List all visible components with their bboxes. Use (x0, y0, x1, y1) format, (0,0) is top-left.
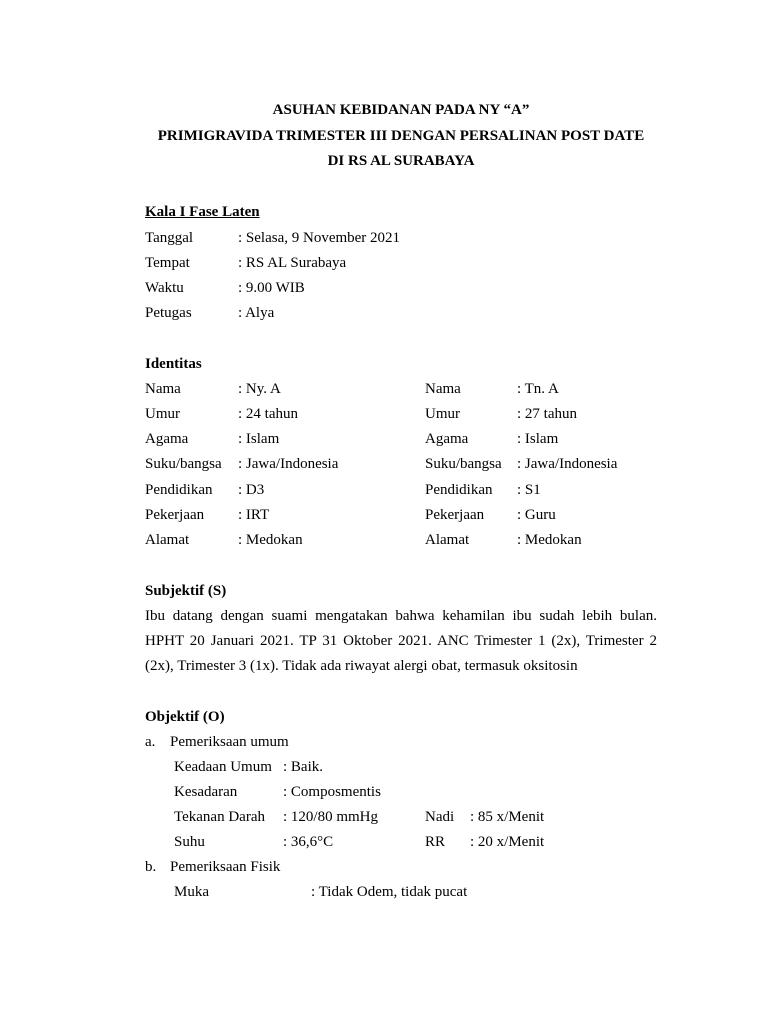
subjektif-line: (2x), Trimester 3 (1x). Tidak ada riwayat alergi obat, termasuk oksitosin (145, 658, 578, 674)
tekanan-darah-label: Tekanan Darah (174, 809, 265, 825)
kala-value-petugas: : Alya (238, 305, 275, 321)
suhu-value: : 36,6°C (283, 834, 334, 850)
identitas-ibu-value: : Ny. A (238, 381, 281, 397)
kesadaran-label: Kesadaran (174, 784, 238, 800)
identitas-heading: Identitas (145, 356, 202, 372)
identitas-ibu-value: : IRT (238, 507, 270, 523)
doc-title-line2: PRIMIGRAVIDA TRIMESTER III DENGAN PERSALINAN POST DATE (157, 128, 645, 144)
pemeriksaan-fisik-title: Pemeriksaan Fisik (170, 859, 281, 875)
muka-value: : Tidak Odem, tidak pucat (311, 884, 468, 900)
kala-value-tanggal: : Selasa, 9 November 2021 (238, 230, 401, 246)
kala-label-tanggal: Tanggal (145, 230, 194, 246)
identitas-ibu-value: : 24 tahun (238, 406, 298, 422)
doc-title-line3: DI RS AL SURABAYA (327, 153, 475, 169)
identitas-suami-label: Alamat (425, 532, 470, 548)
list-marker-b: b. (145, 859, 157, 875)
identitas-suami-value: : S1 (517, 482, 541, 498)
identitas-ibu-label: Pendidikan (145, 482, 213, 498)
identitas-ibu-label: Suku/bangsa (145, 456, 222, 472)
identitas-ibu-label: Nama (145, 381, 181, 397)
keadaan-umum-label: Keadaan Umum (174, 759, 272, 775)
subjektif-heading: Subjektif (S) (145, 583, 227, 599)
objektif-heading: Objektif (O) (145, 709, 225, 725)
keadaan-umum-value: : Baik. (283, 759, 323, 775)
kala-label-waktu: Waktu (145, 280, 184, 296)
identitas-suami-label: Suku/bangsa (425, 456, 502, 472)
identitas-ibu-value: : Islam (238, 431, 280, 447)
kala-label-petugas: Petugas (145, 305, 192, 321)
tekanan-darah-value: : 120/80 mmHg (283, 809, 379, 825)
kala-value-tempat: : RS AL Surabaya (238, 255, 347, 271)
kala-value-waktu: : 9.00 WIB (238, 280, 305, 296)
identitas-suami-label: Umur (425, 406, 460, 422)
identitas-suami-value: : Jawa/Indonesia (517, 456, 618, 472)
rr-label: RR (425, 834, 446, 850)
subjektif-line: Ibu datang dengan suami mengatakan bahwa kehamilan ibu sudah lebih bulan. (145, 608, 657, 624)
kala-label-tempat: Tempat (145, 255, 190, 271)
doc-title-line1: ASUHAN KEBIDANAN PADA NY “A” (272, 102, 530, 118)
identitas-ibu-label: Pekerjaan (145, 507, 205, 523)
kala-heading: Kala I Fase Laten (145, 204, 260, 220)
identitas-suami-label: Agama (425, 431, 469, 447)
identitas-ibu-label: Alamat (145, 532, 190, 548)
nadi-value: : 85 x/Menit (470, 809, 545, 825)
identitas-suami-value: : Guru (517, 507, 556, 523)
identitas-ibu-value: : Jawa/Indonesia (238, 456, 339, 472)
identitas-ibu-label: Agama (145, 431, 189, 447)
subjektif-line: HPHT 20 Januari 2021. TP 31 Oktober 2021. ANC Trimester 1 (2x), Trimester 2 (145, 633, 657, 649)
list-marker-a: a. (145, 734, 156, 750)
identitas-suami-value: : Tn. A (517, 381, 559, 397)
identitas-suami-label: Nama (425, 381, 461, 397)
identitas-ibu-value: : Medokan (238, 532, 303, 548)
identitas-suami-value: : Medokan (517, 532, 582, 548)
rr-value: : 20 x/Menit (470, 834, 545, 850)
suhu-label: Suhu (174, 834, 205, 850)
identitas-ibu-value: : D3 (238, 482, 265, 498)
pemeriksaan-umum-title: Pemeriksaan umum (170, 734, 289, 750)
identitas-suami-value: : 27 tahun (517, 406, 577, 422)
identitas-ibu-label: Umur (145, 406, 180, 422)
identitas-suami-label: Pekerjaan (425, 507, 485, 523)
identitas-suami-value: : Islam (517, 431, 559, 447)
kesadaran-value: : Composmentis (283, 784, 381, 800)
muka-label: Muka (174, 884, 209, 900)
identitas-suami-label: Pendidikan (425, 482, 493, 498)
nadi-label: Nadi (425, 809, 455, 825)
